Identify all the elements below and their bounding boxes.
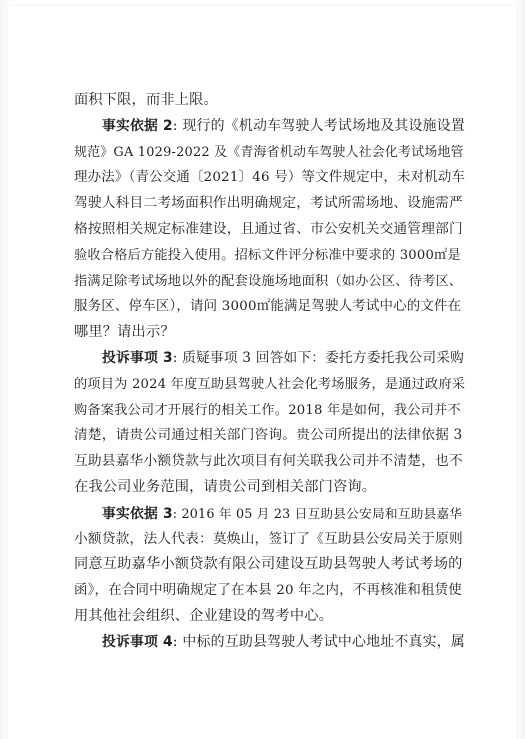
line-text: 在我公司业务范围，请贵公司到相关部门咨询。: [74, 478, 377, 495]
line-text: 服务区、停车区），请问 3000㎡能满足驾驶人考试中心的文件在: [74, 299, 462, 315]
text-line: [74, 269, 466, 295]
line-text: 哪里？请出示？: [74, 324, 175, 341]
text-line: [74, 501, 466, 527]
text-line: [74, 88, 466, 114]
text-line: [74, 372, 466, 398]
line-text: 小额贷款，法人代表：莫焕山，签订了《互助县公安局关于原则: [74, 530, 463, 547]
section-label: 投诉事项 3: [102, 349, 173, 366]
line-text: 互助县嘉华小额贷款与此次项目有何关联我公司并不清楚，也不: [74, 453, 463, 470]
line-text: 驾驶人科目二考场面积作出明确规定，考试所需场地、设施需严: [74, 195, 463, 212]
line-text: 清楚，请贵公司通过相关部门咨询。贵公司所提出的法律依据 3: [74, 427, 463, 444]
document-body: [74, 88, 466, 656]
text-line: [74, 346, 466, 372]
text-line: [74, 140, 466, 166]
text-line: [74, 527, 466, 553]
text-line: [74, 165, 466, 191]
section-label: 投诉事项 4: [102, 633, 173, 650]
text-line: [74, 320, 466, 346]
line-text: : 现行的《机动车驾驶人考试场地及其设施设置: [172, 117, 466, 134]
line-text: 同意互助嘉华小额贷款有限公司建设互助县驾驶人考试考场的: [74, 556, 463, 573]
line-text: 的项目为 2024 年度互助县驾驶人社会化考场服务，是通过政府采: [74, 376, 466, 392]
text-line: [74, 423, 466, 449]
text-line: [74, 398, 466, 424]
text-line: [74, 294, 466, 320]
line-text: 面积下限，而非上限。: [74, 92, 218, 108]
text-line: [74, 475, 466, 501]
line-text: : 中标的互助县驾驶人考试中心地址不真实，属: [172, 633, 466, 650]
line-text: 规范》GA 1029-2022 及《青海省机动车驾驶人社会化考试场地管: [74, 144, 464, 160]
line-text: 函》，在合同中明确规定了在本县 20 年之内，不再核准和租赁使: [74, 583, 462, 599]
text-line: [74, 578, 466, 604]
line-text: 验收合格后方能投入使用。招标文件评分标准中要求的 3000㎡是: [74, 247, 461, 263]
line-text: 理办法》（青公交通〔2021〕46 号）等文件规定中，未对机动车: [74, 170, 466, 186]
text-line: [74, 243, 466, 269]
text-line: [74, 449, 466, 475]
text-line: [74, 552, 466, 578]
line-text: 购备案我公司才开展行的相关工作。2018 年是如何，我公司并不: [74, 402, 461, 418]
text-line: [74, 630, 466, 656]
section-label: 事实依据 3: [102, 505, 173, 522]
text-line: [74, 114, 466, 140]
line-text: 指满足除考试场地以外的配套设施场地面积（如办公区、待考区、: [74, 273, 463, 289]
line-text: : 2016 年 05 月 23 日互助县公安局和互助县嘉华: [172, 505, 463, 521]
text-line: [74, 217, 466, 243]
line-text: : 质疑事项 3 回答如下：委托方委托我公司采购: [172, 349, 465, 366]
line-text: 用其他社会组织、企业建设的驾考中心。: [74, 607, 333, 624]
line-text: 格按照相关规定标准建设，且通过省、市公安机关交通管理部门: [74, 220, 463, 237]
text-line: [74, 191, 466, 217]
text-line: [74, 604, 466, 630]
section-label: 事实依据 2: [102, 117, 173, 134]
